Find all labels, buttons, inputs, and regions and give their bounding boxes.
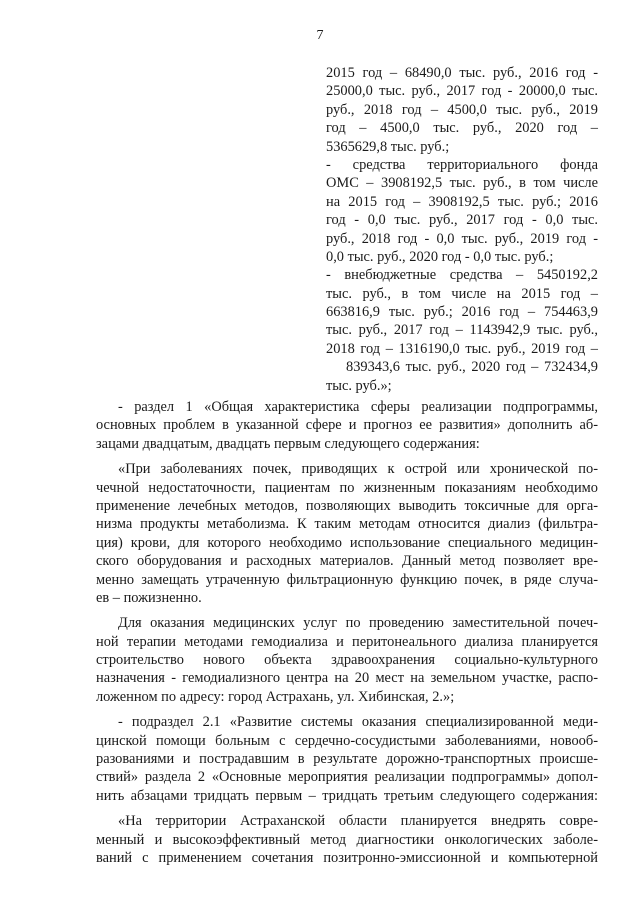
text-line: - внебюджетные средства – 5450192,2 <box>326 267 598 284</box>
text-line: 2015 год – 68490,0 тыс. руб., 2016 год - <box>326 65 598 81</box>
text-line: 663816,9 тыс. руб.; 2016 год – 754463,9 <box>326 304 598 321</box>
paragraph-gap <box>96 706 598 713</box>
text-line: год - 0,0 тыс. руб., 2017 год - 0,0 тыс. <box>326 212 598 229</box>
page-number: 7 <box>316 28 324 43</box>
text-line: «На территории Астраханской области планируется внедрять совре- <box>118 813 598 830</box>
text-line: низма продукты метаболизма. К таким методам относится диализ (фильтра- <box>96 516 598 533</box>
text-line: - средства территориального фонда <box>326 156 598 173</box>
paragraph <box>96 460 598 607</box>
paragraph-gap <box>96 453 598 460</box>
paragraph <box>96 812 598 867</box>
text-line: строительство нового объекта здравоохранения социально-культурного <box>96 652 598 669</box>
text-line: Для оказания медицинских услуг по проведению заместительной почеч- <box>118 615 598 632</box>
text-line: ского оборудования и расходных материалов. Данный метод позволяет вре- <box>96 553 598 570</box>
text-line: 25000,0 тыс. руб., 2017 год - 20000,0 тыс. <box>326 83 598 100</box>
text-line: на 2015 год – 3908192,5 тыс. руб.; 2016 <box>326 193 598 210</box>
text-line: - подраздел 2.1 «Развитие системы оказания специализированной меди- <box>118 714 598 731</box>
text-line: основных проблем в указанной сфере и прогноз ее развития» дополнить аб- <box>96 417 598 434</box>
text-line: руб., 2018 год - 0,0 тыс. руб., 2019 год - <box>326 230 598 247</box>
text-line: тыс. руб., 2017 год – 1143942,9 тыс. руб., <box>326 322 598 339</box>
text-line: нить абзацами тридцать первым – тридцать третьим следующего содержания: <box>96 787 598 804</box>
paragraph-gap <box>96 607 598 614</box>
text-line: 5365629,8 тыс. руб.; <box>326 138 450 155</box>
text-line: применение лечебных методов, позволяющих выводить токсичные для орга- <box>96 497 598 514</box>
text-line: менно замещать утраченную фильтрационную функцию почек, в ряде случа- <box>96 571 598 588</box>
paragraph <box>96 713 598 805</box>
text-line: ев – пожизненно. <box>96 589 202 606</box>
text-line: цинской помощи больным с сердечно-сосудистыми заболеваниями, новооб- <box>96 732 598 749</box>
paragraph <box>96 614 598 706</box>
paragraph-gap <box>96 805 598 812</box>
text-line: ция) крови, для которого необходимо использование специального медицин- <box>96 534 598 551</box>
text-line: тыс. руб., в том числе на 2015 год – <box>326 285 598 302</box>
text-line: год – 4500,0 тыс. руб., 2020 год – <box>326 120 598 137</box>
funding-sources-block <box>326 64 598 395</box>
text-line: «При заболеваниях почек, приводящих к острой или хронической по- <box>118 461 598 478</box>
text-line: 839343,6 тыс. руб., 2020 год – 732434,9 <box>346 359 598 376</box>
text-line: ложенном по адресу: город Астрахань, ул. Хибинская, 2.»; <box>96 688 455 705</box>
text-line: 2018 год – 1316190,0 тыс. руб., 2019 год – <box>326 340 598 357</box>
text-line: ваний с применением сочетания позитронно-эмиссионной и компьютерной <box>96 849 598 866</box>
text-line: - раздел 1 «Общая характеристика сферы реализации подпрограммы, <box>118 399 598 415</box>
text-line: ствий» раздела 2 «Основные мероприятия реализации подпрограммы» допол- <box>96 769 598 786</box>
document-body <box>96 398 598 867</box>
text-line: ОМС – 3908192,5 тыс. руб., в том числе <box>326 175 598 192</box>
text-line: разованиями и пострадавшим в результате дорожно-транспортных происше- <box>96 751 598 768</box>
text-line: руб., 2018 год – 4500,0 тыс. руб., 2019 <box>326 101 598 118</box>
text-line: зацами двадцатым, двадцать первым следующего содержания: <box>96 435 480 452</box>
text-line: назначения - гемодиализного центра на 20 мест на земельном участке, распо- <box>96 670 598 687</box>
paragraph <box>96 398 598 453</box>
text-line: чечной недостаточности, пациентам по жизненным показаниям необходимо <box>96 479 598 496</box>
text-line: ной терапии методами гемодиализа и перитонеального диализа планируется <box>96 633 598 650</box>
text-line: 0,0 тыс. руб., 2020 год - 0,0 тыс. руб.; <box>326 248 554 265</box>
text-line: тыс. руб.»; <box>326 377 392 394</box>
text-line: менный и высокоэффективный метод диагностики онкологических заболе- <box>96 831 598 848</box>
